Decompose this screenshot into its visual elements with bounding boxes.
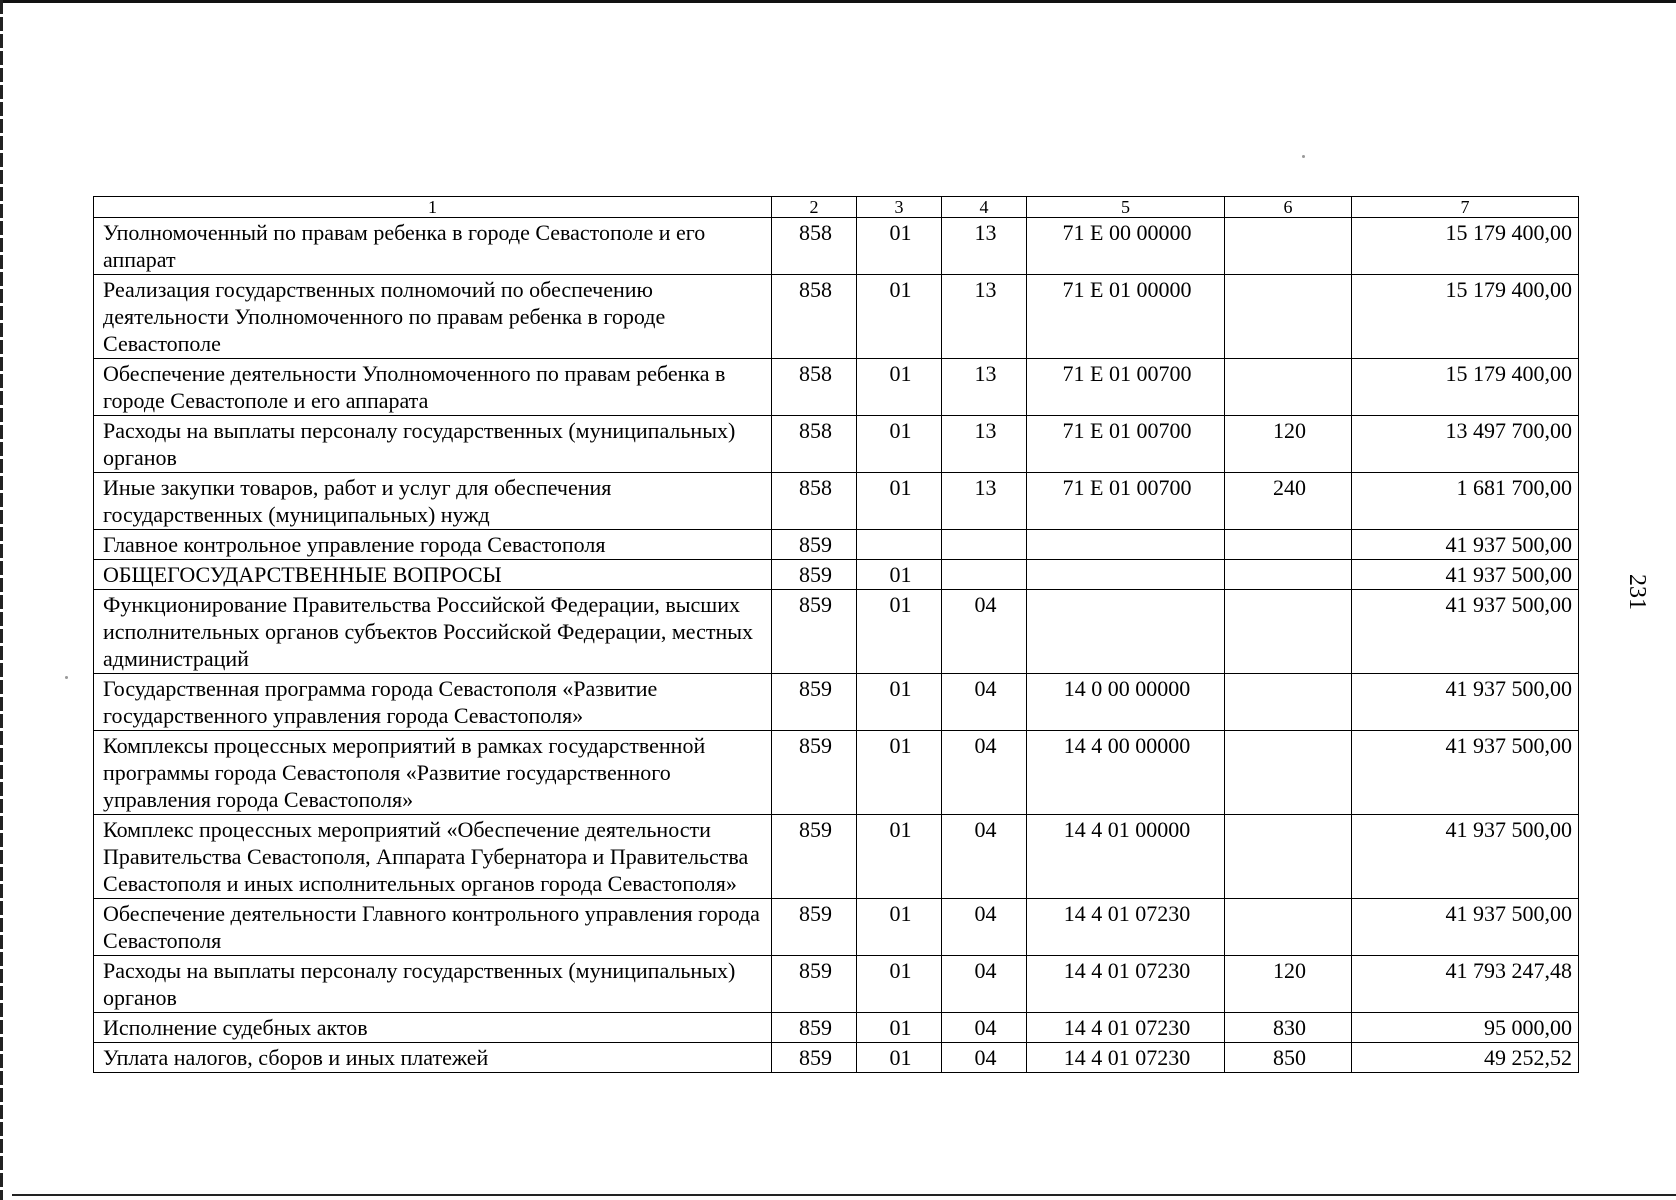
row-col-3: [857, 530, 942, 560]
row-col-2: 859: [772, 1043, 857, 1073]
row-col-2: 858: [772, 416, 857, 473]
row-col-5: [1027, 530, 1225, 560]
row-col-2: 858: [772, 473, 857, 530]
row-amount: 41 937 500,00: [1352, 560, 1579, 590]
row-col-6: 240: [1225, 473, 1352, 530]
row-col-2: 858: [772, 275, 857, 359]
row-col-3: 01: [857, 473, 942, 530]
row-amount: 13 497 700,00: [1352, 416, 1579, 473]
row-col-6: 830: [1225, 1013, 1352, 1043]
row-col-2: 859: [772, 590, 857, 674]
row-col-6: 120: [1225, 956, 1352, 1013]
table-row: [94, 359, 1579, 416]
page-number: 231: [1624, 574, 1650, 610]
row-col-3: 01: [857, 899, 942, 956]
row-col-6: [1225, 359, 1352, 416]
row-col-5: 71 Е 01 00000: [1027, 275, 1225, 359]
row-col-4: 04: [942, 899, 1027, 956]
row-col-6: [1225, 815, 1352, 899]
row-col-2: 859: [772, 815, 857, 899]
row-col-4: 13: [942, 473, 1027, 530]
row-col-4: [942, 530, 1027, 560]
row-col-3: 01: [857, 956, 942, 1013]
row-col-2: 859: [772, 1013, 857, 1043]
row-col-4: 13: [942, 416, 1027, 473]
row-amount: 95 000,00: [1352, 1013, 1579, 1043]
row-col-3: 01: [857, 815, 942, 899]
row-col-4: 04: [942, 731, 1027, 815]
row-name: Уполномоченный по правам ребенка в городе Севастополе и его аппарат: [94, 218, 772, 275]
row-name: Иные закупки товаров, работ и услуг для обеспечения государственных (муниципальных) нужд: [94, 473, 772, 530]
row-col-3: 01: [857, 1013, 942, 1043]
table-row: [94, 1013, 1579, 1043]
row-amount: 41 937 500,00: [1352, 899, 1579, 956]
table-row: [94, 473, 1579, 530]
table-row: [94, 956, 1579, 1013]
row-col-3: 01: [857, 560, 942, 590]
row-name: Реализация государственных полномочий по обеспечению деятельности Уполномоченного по правам ребенка в городе Севастополе: [94, 275, 772, 359]
row-col-4: 04: [942, 590, 1027, 674]
table-row: [94, 731, 1579, 815]
row-col-3: 01: [857, 275, 942, 359]
row-col-4: 04: [942, 956, 1027, 1013]
row-col-4: 04: [942, 674, 1027, 731]
row-col-6: 850: [1225, 1043, 1352, 1073]
row-col-3: 01: [857, 731, 942, 815]
row-col-5: [1027, 590, 1225, 674]
row-col-5: 14 4 01 07230: [1027, 899, 1225, 956]
row-col-3: 01: [857, 416, 942, 473]
row-col-5: 14 4 00 00000: [1027, 731, 1225, 815]
row-name: Комплекс процессных мероприятий «Обеспечение деятельности Правительства Севастополя, Аппарата Губернатора и Правительства Севастополя и иных исполнительных органов города Севастополя»: [94, 815, 772, 899]
row-amount: 15 179 400,00: [1352, 218, 1579, 275]
row-name: Обеспечение деятельности Уполномоченного по правам ребенка в городе Севастополе и его аппарата: [94, 359, 772, 416]
row-name: Расходы на выплаты персоналу государственных (муниципальных) органов: [94, 956, 772, 1013]
row-name: Уплата налогов, сборов и иных платежей: [94, 1043, 772, 1073]
col-header-3: 3: [857, 197, 942, 218]
table-row: [94, 416, 1579, 473]
row-col-2: 858: [772, 218, 857, 275]
row-amount: 41 937 500,00: [1352, 674, 1579, 731]
row-amount: 15 179 400,00: [1352, 275, 1579, 359]
row-col-4: 13: [942, 218, 1027, 275]
row-amount: 41 937 500,00: [1352, 530, 1579, 560]
row-col-4: 13: [942, 275, 1027, 359]
row-col-2: 859: [772, 560, 857, 590]
row-amount: 1 681 700,00: [1352, 473, 1579, 530]
row-amount: 41 937 500,00: [1352, 731, 1579, 815]
scan-bottom-line: [12, 1194, 1676, 1196]
row-col-4: 04: [942, 1013, 1027, 1043]
row-col-2: 859: [772, 956, 857, 1013]
row-col-5: 71 Е 01 00700: [1027, 416, 1225, 473]
row-col-4: [942, 560, 1027, 590]
row-col-3: 01: [857, 218, 942, 275]
table-row: [94, 560, 1579, 590]
row-name: Обеспечение деятельности Главного контрольного управления города Севастополя: [94, 899, 772, 956]
row-col-5: 71 Е 00 00000: [1027, 218, 1225, 275]
budget-table-container: [93, 196, 1579, 1073]
row-col-2: 859: [772, 731, 857, 815]
row-col-6: 120: [1225, 416, 1352, 473]
row-col-5: [1027, 560, 1225, 590]
row-name: Комплексы процессных мероприятий в рамках государственной программы города Севастополя «Развитие государственного управления города Севастополя»: [94, 731, 772, 815]
row-col-6: [1225, 560, 1352, 590]
table-row: [94, 899, 1579, 956]
row-amount: 15 179 400,00: [1352, 359, 1579, 416]
row-col-6: [1225, 590, 1352, 674]
scan-left-border: [0, 0, 3, 1200]
row-amount: 49 252,52: [1352, 1043, 1579, 1073]
row-amount: 41 793 247,48: [1352, 956, 1579, 1013]
row-col-4: 04: [942, 815, 1027, 899]
table-row: [94, 590, 1579, 674]
col-header-4: 4: [942, 197, 1027, 218]
scan-top-border: [0, 0, 1676, 3]
col-header-2: 2: [772, 197, 857, 218]
row-col-3: 01: [857, 359, 942, 416]
table-row: [94, 674, 1579, 731]
row-col-3: 01: [857, 674, 942, 731]
row-col-6: [1225, 218, 1352, 275]
budget-table: [93, 196, 1579, 1073]
row-col-5: 14 4 01 07230: [1027, 956, 1225, 1013]
col-header-5: 5: [1027, 197, 1225, 218]
row-col-4: 13: [942, 359, 1027, 416]
row-col-5: 71 Е 01 00700: [1027, 359, 1225, 416]
row-name: Расходы на выплаты персоналу государственных (муниципальных) органов: [94, 416, 772, 473]
row-col-2: 858: [772, 359, 857, 416]
row-col-6: [1225, 530, 1352, 560]
table-row: [94, 1043, 1579, 1073]
row-name: ОБЩЕГОСУДАРСТВЕННЫЕ ВОПРОСЫ: [94, 560, 772, 590]
col-header-7: 7: [1352, 197, 1579, 218]
row-col-2: 859: [772, 899, 857, 956]
col-header-6: 6: [1225, 197, 1352, 218]
col-header-1: 1: [94, 197, 772, 218]
row-name: Функционирование Правительства Российской Федерации, высших исполнительных органов субъектов Российской Федерации, местных администраций: [94, 590, 772, 674]
row-col-6: [1225, 674, 1352, 731]
row-col-5: 14 4 01 07230: [1027, 1013, 1225, 1043]
row-col-3: 01: [857, 1043, 942, 1073]
row-name: Исполнение судебных актов: [94, 1013, 772, 1043]
scan-speck: [1302, 155, 1305, 158]
row-col-6: [1225, 275, 1352, 359]
table-header-row: [94, 197, 1579, 218]
row-col-5: 14 4 01 00000: [1027, 815, 1225, 899]
row-col-3: 01: [857, 590, 942, 674]
scan-speck: [65, 676, 68, 679]
row-col-5: 14 0 00 00000: [1027, 674, 1225, 731]
row-col-4: 04: [942, 1043, 1027, 1073]
row-amount: 41 937 500,00: [1352, 815, 1579, 899]
row-col-2: 859: [772, 530, 857, 560]
row-col-2: 859: [772, 674, 857, 731]
table-row: [94, 815, 1579, 899]
table-row: [94, 275, 1579, 359]
table-row: [94, 218, 1579, 275]
row-col-6: [1225, 899, 1352, 956]
row-col-5: 71 Е 01 00700: [1027, 473, 1225, 530]
row-amount: 41 937 500,00: [1352, 590, 1579, 674]
row-col-5: 14 4 01 07230: [1027, 1043, 1225, 1073]
row-name: Главное контрольное управление города Севастополя: [94, 530, 772, 560]
row-col-6: [1225, 731, 1352, 815]
table-row: [94, 530, 1579, 560]
row-name: Государственная программа города Севастополя «Развитие государственного управления города Севастополя»: [94, 674, 772, 731]
